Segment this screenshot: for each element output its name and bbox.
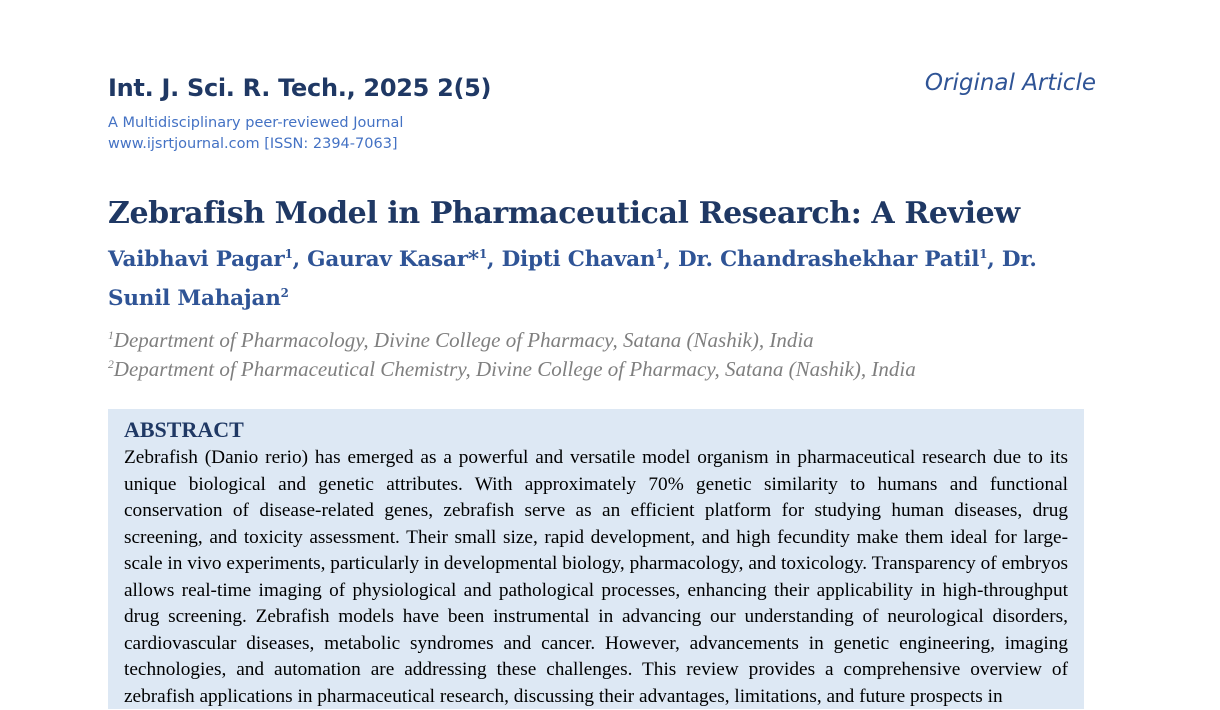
affiliation-item	[108, 355, 916, 384]
author-list	[108, 240, 1096, 318]
author-item	[502, 247, 678, 272]
author-item	[678, 247, 1002, 272]
author-name: Gaurav Kasar*	[307, 247, 479, 272]
paper-title: Zebrafish Model in Pharmaceutical Research: A Review	[108, 196, 1020, 232]
author-item	[307, 247, 501, 272]
abstract-text: Zebrafish (Danio rerio) has emerged as a powerful and versatile model organism in pharmaceutical research due to its unique biological and genetic attributes. With approximately 70% genetic similarity to humans and functional conservation of disease-related genes, zebrafish serve as an efficient platform for studying human diseases, drug screening, and toxicity assessment. Their small size, rapid development, and high fecundity make them ideal for large-scale in vivo experiments, particularly in developmental biology, pharmacology, and toxicology. Transparency of embryos allows real-time imaging of physiological and pathological processes, enhancing their applicability in high-throughput drug screening. Zebrafish models have been instrumental in advancing our understanding of neurological disorders, cardiovascular diseases, metabolic syndromes and cancer. However, advancements in genetic engineering, imaging technologies, and automation are addressing these challenges. This review provides a comprehensive overview of zebrafish applications in pharmaceutical research, discussing their advantages, limitations, and future prospects in	[124, 447, 1068, 707]
paper-page	[108, 0, 1096, 707]
journal-title: Int. J. Sci. R. Tech., 2025 2(5)	[108, 74, 492, 102]
journal-subtitle: A Multidisciplinary peer-reviewed Journal	[108, 115, 404, 131]
affiliation-text: Department of Pharmacology, Divine College of Pharmacy, Satana (Nashik), India	[113, 328, 814, 352]
author-affiliation-mark: 1	[979, 246, 988, 261]
author-affiliation-mark: 2	[280, 285, 289, 300]
author-separator: ,	[663, 247, 678, 272]
author-name: Dipti Chavan	[501, 247, 656, 272]
journal-info	[108, 113, 403, 155]
affiliation-mark: 2	[108, 359, 114, 371]
author-separator: ,	[487, 247, 502, 272]
affiliation-text: Department of Pharmaceutical Chemistry, Divine College of Pharmacy, Satana (Nashik), India	[113, 357, 916, 381]
affiliation-mark: 1	[108, 330, 114, 342]
author-affiliation-mark: 1	[478, 246, 487, 261]
author-item	[108, 247, 307, 272]
abstract-heading: ABSTRACT	[124, 417, 244, 442]
author-separator: ,	[987, 247, 1002, 272]
author-name: Vaibhavi Pagar	[108, 247, 285, 272]
abstract-box	[108, 409, 1084, 709]
author-separator: ,	[292, 247, 308, 272]
affiliation-list	[108, 326, 916, 384]
author-affiliation-mark: 1	[284, 246, 293, 261]
affiliation-item	[108, 326, 916, 355]
article-type-label: Original Article	[924, 70, 1096, 96]
author-affiliation-mark: 1	[655, 246, 664, 261]
journal-website[interactable]: www.ijsrtjournal.com [ISSN: 2394-7063]	[108, 136, 398, 152]
author-name: Dr. Sunil Mahajan	[108, 247, 1037, 311]
author-name: Dr. Chandrashekhar Patil	[677, 247, 980, 272]
